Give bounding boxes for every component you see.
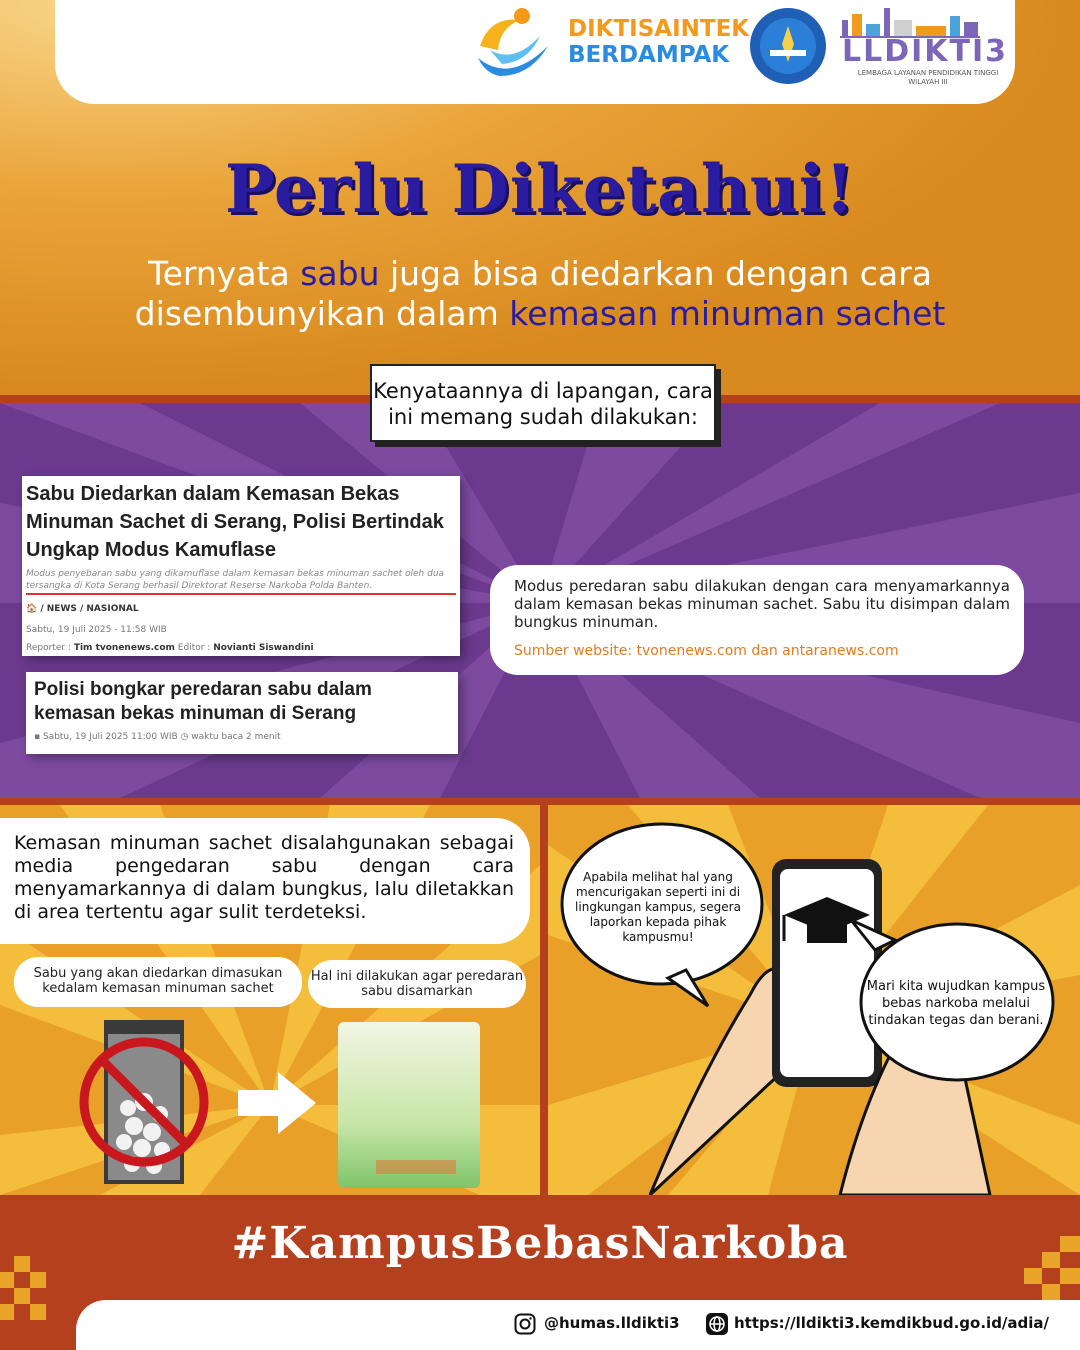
tut-wuri-handayani-seal-icon (748, 6, 828, 86)
news1-reporter (26, 643, 314, 653)
subtitle-highlight-sabu: sabu (300, 254, 380, 293)
pill-step1: Sabu yang akan diedarkan dimasukan kedalam kemasan minuman sachet (14, 957, 302, 1007)
news1-breadcrumb: 🏠 / NEWS / NASIONAL (26, 604, 139, 614)
info-text: Modus peredaran sabu dilakukan dengan cara menyamarkannya dalam kemasan bekas minuman sachet. Sabu itu disimpan dalam bungkus minuman. (514, 577, 1010, 631)
subtitle-part2: juga bisa diedarkan dengan cara disembunyikan dalam (134, 254, 932, 333)
instagram-handle-link[interactable]: @humas.lldikti3 (544, 1314, 680, 1332)
panel-divider (540, 800, 548, 1195)
subtitle (20, 254, 1060, 334)
editor-name: Novianti Siswandini (213, 643, 314, 653)
reporter-label: Reporter : (26, 643, 74, 653)
org-name: LLDIKTI3 (842, 34, 1009, 69)
speech-bubble-report-text: Apabila melihat hal yang mencurigakan seperti ini di lingkungan kampus, segera laporkan kepada pihak kampusmu! (575, 870, 741, 944)
news2-title: Polisi bongkar peredaran sabu dalam kemasan bekas minuman di Serang (34, 679, 372, 724)
info-box (490, 565, 1024, 675)
speech-bubble-campaign-text: Mari kita wujudkan kampus bebas narkoba melalui tindakan tegas dan berani. (866, 979, 1046, 1028)
subtitle-part1: Ternyata (148, 254, 301, 293)
pill-step2: Hal ini dilakukan agar peredaran sabu disamarkan (308, 960, 526, 1008)
reporter-name: Tim tvonenews.com (73, 643, 175, 653)
org-subtitle: LEMBAGA LAYANAN PENDIDIKAN TINGGI WILAYAH III (857, 69, 999, 86)
info-source: Sumber website: tvonenews.com dan antaranews.com (514, 643, 899, 659)
news1-title: Sabu Diedarkan dalam Kemasan Bekas Minuman Sachet di Serang, Polisi Bertindak Ungkap Modus Kamuflase (26, 483, 444, 561)
drug-bag-prohibited-icon (78, 1018, 210, 1186)
news1-divider (26, 593, 456, 595)
news1-description: Modus penyebaran sabu yang dikamuflase dalam kemasan bekas minuman sachet oleh dua tersangka di Kota Serang berhasil Direktorat Reserse Narkoba Polda Banten. (26, 569, 445, 591)
editor-label: Editor : (174, 643, 214, 653)
globe-icon (706, 1313, 728, 1335)
left-explanation-text: Kemasan minuman sachet disalahgunakan sebagai media pengedaran sabu dengan cara menyamarkannya di dalam bungkus, lalu diletakkan di area tertentu agar sulit terdeteksi. (14, 832, 514, 923)
left-explanation-box (0, 818, 530, 944)
news-card-tvonenews[interactable] (22, 476, 460, 656)
instagram-icon (514, 1313, 536, 1335)
website-link[interactable]: https://lldikti3.kemdikbud.go.id/adia/ (734, 1314, 1050, 1332)
diktisaintek-logo-icon (470, 6, 552, 84)
quote-box: Kenyataannya di lapangan, cara ini memang sudah dilakukan: (370, 364, 716, 442)
brand-line2: BERDAMPAK (568, 42, 730, 68)
sachet-package-icon (336, 1020, 482, 1190)
arrow-right-icon (238, 1072, 316, 1134)
brand-text (568, 16, 749, 68)
subtitle-highlight-sachet: kemasan minuman sachet (509, 294, 946, 333)
news2-meta: ▪ Sabtu, 19 Juli 2025 11:00 WIB ◷ waktu baca 2 menit (34, 732, 281, 742)
brand-line1: DIKTISAINTEK (568, 16, 750, 42)
campaign-hashtag: #KampusBebasNarkoba (231, 1218, 849, 1269)
news-card-antaranews[interactable] (26, 672, 458, 754)
news1-date: Sabtu, 19 Juli 2025 - 11:58 WIB (26, 625, 167, 635)
page-title: Perlu Diketahui! (225, 150, 855, 228)
